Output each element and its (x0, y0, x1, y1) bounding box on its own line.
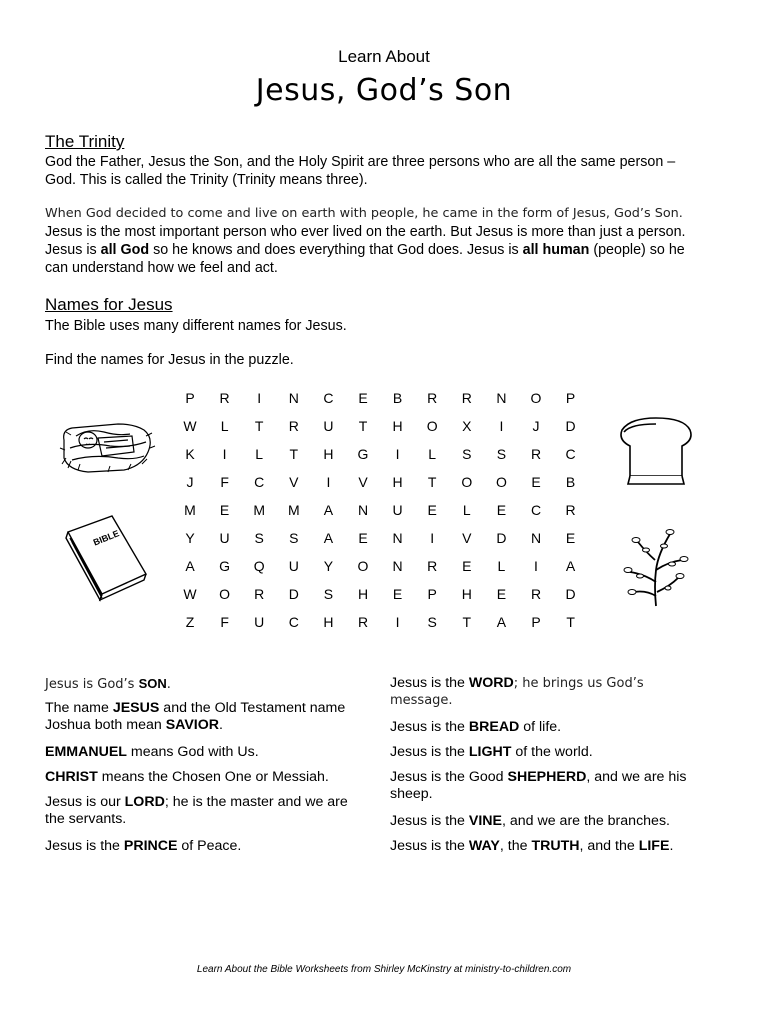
grid-cell: P (427, 586, 437, 602)
grid-cell: O (357, 558, 369, 574)
grid-cell: T (358, 418, 368, 434)
grid-cell: O (426, 418, 438, 434)
grid-cell: R (427, 558, 438, 574)
grid-cell: R (288, 418, 299, 434)
grid-cell: O (495, 474, 507, 490)
grid-cell: M (184, 502, 196, 518)
grid-cell: P (531, 614, 541, 630)
grid-cell: I (395, 614, 400, 630)
grid-cell: S (427, 614, 437, 630)
grid-cell: U (288, 558, 299, 574)
grid-cell: I (534, 558, 538, 574)
grid-cell: G (219, 558, 231, 574)
grid-cell: A (565, 558, 576, 574)
grid-cell: A (323, 502, 334, 518)
grid-cell: H (461, 586, 472, 602)
keyword-all-human: all human (522, 242, 590, 258)
grid-cell: L (462, 502, 471, 518)
grid-cell: N (392, 530, 403, 546)
clue-son: Jesus is God’s SON. (45, 676, 171, 692)
names-intro: The Bible uses many different names for Jesus. (45, 318, 347, 334)
grid-cell: V (462, 530, 472, 546)
grid-cell: O (530, 390, 542, 406)
clue-emmanuel: EMMANUEL means God with Us. (45, 744, 259, 760)
grid-cell: K (185, 446, 195, 462)
grid-cell: T (566, 614, 575, 630)
grid-cell: E (358, 530, 368, 546)
grid-cell: O (219, 586, 231, 602)
incarnation-line-3: Jesus is all God so he knows and does everything that God does. Jesus is all human (people) so he (45, 242, 685, 258)
grid-cell: S (254, 530, 264, 546)
grid-cell: N (496, 390, 507, 406)
grid-cell: C (323, 390, 334, 406)
grid-cell: E (496, 586, 507, 602)
grid-cell: U (392, 502, 403, 518)
incarnation-paragraph (45, 205, 735, 277)
grid-cell: V (358, 474, 368, 490)
grid-cell: J (532, 418, 540, 434)
grid-cell: L (497, 558, 506, 574)
trinity-heading: The Trinity (45, 132, 125, 151)
clue-way-truth-life: Jesus is the WAY, the TRUTH, and the LIFE. (390, 838, 674, 854)
clue-christ: CHRIST means the Chosen One or Messiah. (45, 769, 329, 785)
puzzle-instruction: Find the names for Jesus in the puzzle. (45, 352, 294, 368)
grid-cell: R (254, 586, 265, 602)
grid-cell: U (219, 530, 230, 546)
clue-lord: Jesus is our LORD; he is the master and we are the servants. (45, 794, 348, 827)
grid-cell: T (427, 474, 437, 490)
grid-cell: E (427, 502, 437, 518)
grid-cell: C (530, 502, 542, 518)
grid-cell: U (254, 614, 265, 630)
clue-light: Jesus is the LIGHT of the world. (390, 744, 593, 760)
grid-cell: R (427, 390, 438, 406)
grid-cell: H (323, 614, 334, 630)
bread-slice-icon (616, 416, 696, 488)
clue-bread: Jesus is the BREAD of life. (390, 719, 562, 735)
grid-cell: L (428, 446, 437, 462)
trinity-line-1: God the Father, Jesus the Son, and the Holy Spirit are three persons who are all the same person – (45, 154, 676, 170)
bible-cover-label: BIBLE (91, 528, 121, 548)
grid-cell: D (496, 530, 507, 546)
grid-cell: E (392, 586, 403, 602)
grid-cell: T (462, 614, 472, 630)
grid-cell: H (392, 418, 403, 434)
grid-cell: S (323, 586, 334, 602)
grid-cell: L (255, 446, 264, 462)
grid-cell: H (392, 474, 403, 490)
grid-cell: R (219, 390, 230, 406)
grid-cell: M (253, 502, 266, 518)
grid-cell: U (323, 418, 334, 434)
page-title: Jesus, God’s Son (255, 73, 513, 108)
grid-cell: R (530, 446, 542, 462)
page-kicker: Learn About (338, 47, 430, 66)
grid-cell: D (288, 586, 299, 602)
grid-cell: F (220, 474, 229, 490)
keyword-all-god: all God (100, 242, 150, 258)
grid-cell: P (185, 390, 195, 406)
grid-cell: C (254, 474, 265, 490)
grid-cell: V (289, 474, 299, 490)
clue-prince: Jesus is the PRINCE of Peace. (45, 838, 242, 854)
clue-vine: Jesus is the VINE, and we are the branches. (390, 813, 670, 829)
grid-cell: J (186, 474, 194, 490)
clue-word: Jesus is the WORD; he brings us God’s message. (390, 675, 644, 708)
grid-cell: S (289, 530, 299, 546)
grid-cell: R (565, 502, 576, 518)
grid-cell: O (461, 474, 473, 490)
baby-in-manger-icon (58, 418, 156, 478)
grid-cell: E (219, 502, 230, 518)
names-heading: Names for Jesus (45, 295, 173, 314)
grid-cell: B (392, 390, 403, 406)
grid-cell: W (183, 418, 197, 434)
clue-jesus-savior: The name JESUS and the Old Testament name Joshua both mean SAVIOR. (45, 700, 346, 733)
grid-cell: E (462, 558, 472, 574)
bible-book-icon (64, 512, 150, 602)
grid-cell: A (496, 614, 507, 630)
grid-cell: Z (185, 614, 195, 630)
grid-cell: W (183, 586, 197, 602)
grid-cell: G (357, 446, 369, 462)
grid-cell: Y (323, 558, 334, 574)
grid-cell: Q (253, 558, 265, 574)
incarnation-line-1: When God decided to come and live on earth with people, he came in the form of Jesus, God’s Son. (45, 206, 683, 221)
grid-cell: I (499, 418, 504, 434)
grid-cell: E (496, 502, 507, 518)
grid-cell: T (289, 446, 299, 462)
grid-cell: E (565, 530, 576, 546)
grid-cell: I (257, 390, 262, 406)
grid-cell: A (185, 558, 195, 574)
grid-cell: A (323, 530, 334, 546)
page-footer: Learn About the Bible Worksheets from Shirley McKinstry at ministry-to-children.com (196, 964, 572, 975)
grid-cell: D (565, 586, 576, 602)
grid-cell: L (220, 418, 229, 434)
trinity-line-2: God. This is called the Trinity (Trinity means three). (45, 172, 368, 188)
grid-cell: E (531, 474, 541, 490)
vine-branch-icon (616, 526, 694, 608)
grid-cell: I (430, 530, 435, 546)
grid-cell: N (530, 530, 542, 546)
grid-cell: H (323, 446, 334, 462)
grid-cell: X (462, 418, 472, 434)
incarnation-line-2: Jesus is the most important person who ever lived on the earth. But Jesus is more than just a person. (45, 224, 686, 240)
clue-shepherd: Jesus is the Good SHEPHERD, and we are his sheep. (390, 769, 687, 802)
incarnation-line-4: can understand how we feel and act. (45, 260, 278, 276)
grid-cell: F (220, 614, 229, 630)
grid-cell: Y (185, 530, 195, 546)
grid-cell: N (392, 558, 403, 574)
grid-cell: C (288, 614, 299, 630)
grid-cell: B (565, 474, 576, 490)
grid-cell: I (222, 446, 227, 462)
grid-cell: S (462, 446, 472, 462)
grid-cell: S (496, 446, 507, 462)
grid-cell: R (461, 390, 472, 406)
grid-cell: M (287, 502, 300, 518)
grid-cell: N (357, 502, 369, 518)
grid-cell: I (395, 446, 400, 462)
grid-cell: R (530, 586, 542, 602)
grid-cell: P (565, 390, 576, 406)
grid-cell: E (358, 390, 368, 406)
grid-cell: N (288, 390, 299, 406)
trinity-paragraph (45, 153, 735, 189)
grid-cell: R (357, 614, 369, 630)
grid-cell: H (357, 586, 369, 602)
grid-cell: D (565, 418, 576, 434)
grid-cell: C (565, 446, 576, 462)
grid-cell: I (326, 474, 331, 490)
grid-cell: T (254, 418, 264, 434)
